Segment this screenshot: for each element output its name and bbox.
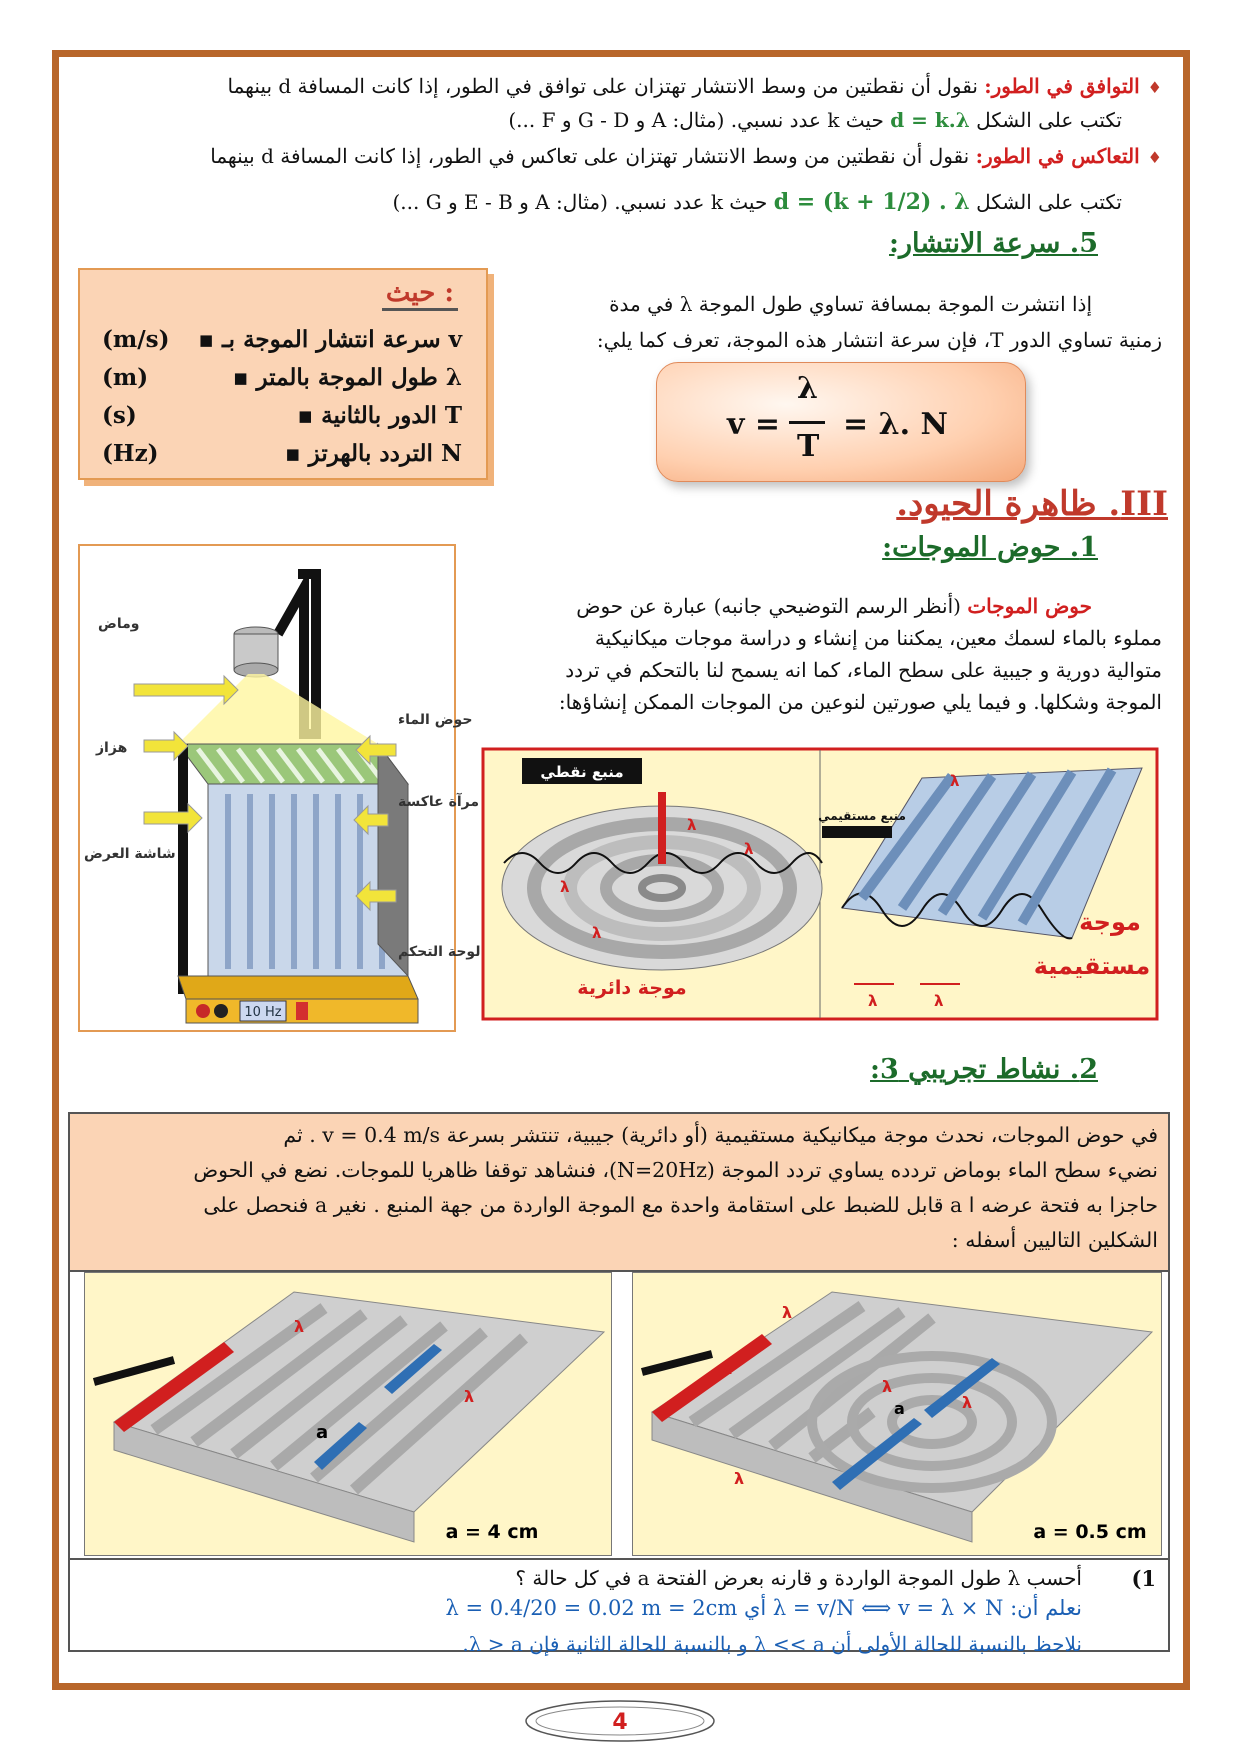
bullet-icon: ♦ [1147, 78, 1162, 97]
tank-line3: متوالية دورية و جيبية على سطح الماء، كما انه يسمح لنا بالتحكم في تردد [565, 658, 1162, 682]
units-legend [78, 268, 488, 480]
lambda-mark: λ [950, 772, 960, 790]
lambda-mark: λ [464, 1387, 475, 1406]
lambda-mark: λ [592, 924, 602, 942]
label-screen: شاشة العرض [84, 846, 176, 862]
lambda-mark: λ [687, 816, 697, 834]
legend-row: (Hz) N التردد بالهرتز ▪ [102, 440, 462, 467]
activity-text: في حوض الموجات، نحدث موجة ميكانيكية مستقيمية (أو دائرية) جيبية، تنتشر بسرعة v = 0.4 m/s . ثم نضيء سطح الماء بوماض تردده يساوي تردد الموجة (N=20Hz)، فنشاهد توقفا ظاهريا للموجات. نضع في الحوض حاجزا به فتحة عرضه ا a قابل للضبط على استقامة واحدة مع الموجة الواردة من جهة المنبع . نغير a فنحصل على الشكلين التاليين أسفله : [70, 1114, 1168, 1272]
lambda-mark: λ [934, 992, 944, 1010]
case-label-narrow: a = 0.5 cm [1033, 1521, 1147, 1543]
freq-display: 10 Hz [244, 1005, 282, 1020]
answer-line2: نلاحظ بالنسبة للحالة الأولى أن λ << a و بالنسبة للحالة الثانية فإن λ > a. [462, 1632, 1082, 1656]
activity-heading: 2. نشاط تجريبي 3: [870, 1054, 1098, 1085]
case-label-wide: a = 4 cm [445, 1521, 539, 1543]
linear-wave-label-2: مستقيمية [1033, 952, 1151, 980]
circular-wave-label: موجة دائرية [577, 977, 687, 999]
point-source-label: منبع نقطي [540, 763, 624, 781]
lambda-mark: λ [744, 840, 754, 858]
legend-row: (m/s) v سرعة انتشار الموجة بـ ▪ [102, 326, 462, 353]
velocity-formula: v = λ T = λ. N [656, 362, 1026, 482]
antiphase-line1: ♦التعاكس في الطور: نقول أن نقطتين من وسط الانتشار تهتزان على تعاكس في الطور، إذا كانت المسافة d بينهما [210, 144, 1162, 168]
label-strobe: وماض [98, 616, 140, 632]
linear-source-label: منبع مستقيمي [818, 809, 906, 823]
question-text: أحسب λ طول الموجة الواردة و قارنه بعرض الفتحة a في كل حالة ؟ [515, 1566, 1082, 1590]
label-basin: حوض الماء [398, 712, 473, 728]
slit-label: a [316, 1422, 329, 1443]
question-number: (1 [1131, 1566, 1156, 1591]
antiphase-line2: تكتب على الشكل d = (k + 1/2) . λ حيث k عدد نسبي. (مثال: A و E - B و G ...) [392, 189, 1122, 215]
page-number-badge [520, 1696, 720, 1746]
legend-row: (s) T الدور بالثانية ▪ [102, 402, 462, 429]
linear-wave-label-1: موجة [1079, 908, 1141, 936]
tank-line2: مملوء بالماء لسمك معين، يمكننا من إنشاء و دراسة موجات ميكانيكية [594, 626, 1162, 650]
legend-title: حيث : [382, 278, 458, 311]
legend-row: (m) λ طول الموجة بالمتر ▪ [102, 364, 462, 391]
lambda-mark: λ [560, 878, 570, 896]
diffraction-case-narrow [632, 1272, 1162, 1556]
lambda-mark: λ [722, 1359, 733, 1378]
wave-tank-diagram [78, 544, 481, 1032]
section-iii-heading: III. ظاهرة الحيود. [896, 484, 1168, 524]
label-control: لوحة التحكم [398, 944, 481, 960]
diffraction-case-wide [84, 1272, 612, 1556]
answer-line1: نعلم أن: λ = v/N ⟺ v = λ × N أي λ = 0.4/20 = 0.02 m = 2cm [445, 1596, 1082, 1620]
waves-illustration [482, 748, 1158, 1020]
wave-tank-heading: 1. حوض الموجات: [882, 532, 1098, 563]
slit-label: a [894, 1399, 905, 1418]
sec5-text2: زمنية تساوي الدور T، فإن سرعة انتشار هذه الموجة، تعرف كما يلي: [596, 328, 1162, 352]
lambda-mark: λ [294, 1317, 305, 1336]
lambda-mark: λ [734, 1469, 745, 1488]
sec5-heading: 5. سرعة الانتشار: [889, 228, 1098, 259]
tank-line1: حوض الموجات (أنظر الرسم التوضيحي جانبه) عبارة عن حوض [576, 594, 1092, 618]
label-vibrator: هزاز [96, 740, 128, 756]
lambda-mark: λ [962, 1393, 973, 1412]
label-mirror: مرآة عاكسة [398, 794, 480, 810]
lambda-mark: λ [882, 1377, 893, 1396]
lambda-mark: λ [782, 1303, 793, 1322]
page-number: 4 [612, 1710, 628, 1735]
lambda-mark: λ [868, 992, 878, 1010]
inphase-line2: تكتب على الشكل d = k.λ حيث k عدد نسبي. (مثال: A و G - D و F ...) [508, 108, 1122, 132]
inphase-line1: ♦التوافق في الطور: نقول أن نقطتين من وسط الانتشار تهتزان على توافق في الطور، إذا كانت المسافة d بينهما [227, 74, 1162, 98]
sec5-text1: إذا انتشرت الموجة بمسافة تساوي طول الموجة λ في مدة [609, 292, 1092, 316]
tank-line4: الموجة وشكلها. و فيما يلي صورتين لنوعين من الموجات الممكن إنشاؤها: [558, 690, 1162, 714]
bullet-icon: ♦ [1147, 148, 1162, 167]
